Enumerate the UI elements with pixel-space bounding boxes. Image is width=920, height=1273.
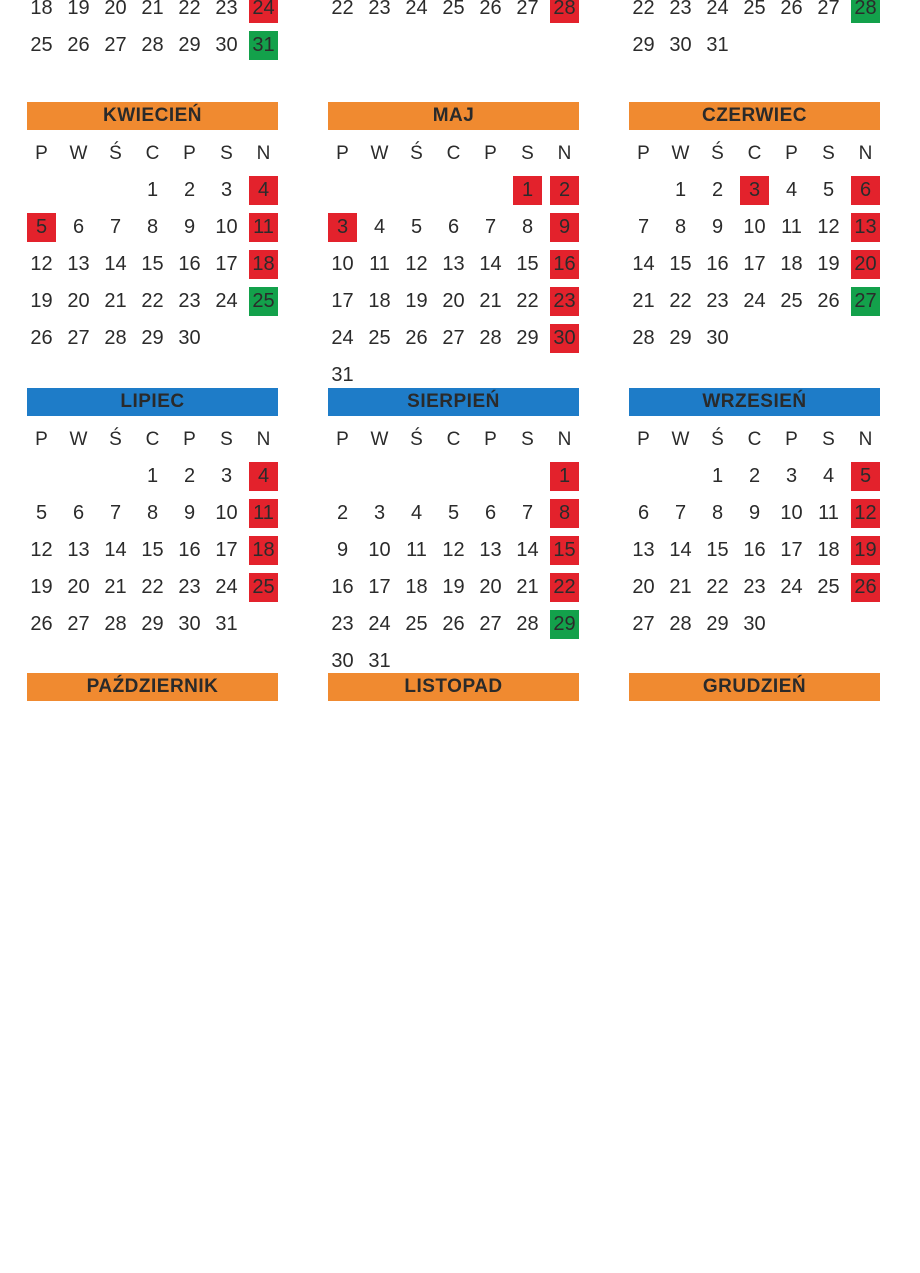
month-header: LIPIEC (27, 388, 278, 416)
holiday-day: 22 (550, 573, 579, 602)
holiday-day: 3 (740, 176, 769, 205)
weekday-label: N (256, 429, 271, 450)
day-cell: 26 (817, 290, 840, 312)
day-cell: 20 (67, 576, 90, 598)
day-cell: 30 (706, 327, 729, 349)
day-cell: 26 (479, 0, 502, 19)
weekday-label: W (370, 143, 389, 164)
day-cell: 22 (669, 290, 692, 312)
holiday-day: 30 (550, 324, 579, 353)
day-cell: 23 (743, 576, 766, 598)
day-cell: 30 (669, 34, 692, 56)
day-cell: 17 (215, 539, 238, 561)
empty-day-cell (513, 462, 542, 491)
holiday-day: 11 (249, 499, 278, 528)
weekday-label: P (336, 429, 349, 450)
day-cell: 30 (331, 650, 354, 672)
day-cell: 29 (178, 34, 201, 56)
holiday-day: 18 (249, 536, 278, 565)
day-cell: 15 (141, 539, 164, 561)
day-cell: 27 (442, 327, 465, 349)
day-cell: 3 (220, 465, 233, 487)
month-header: CZERWIEC (629, 102, 880, 130)
weekday-label: P (484, 143, 497, 164)
weekday-label: P (785, 143, 798, 164)
day-cell: 6 (72, 216, 85, 238)
weekday-label: P (35, 429, 48, 450)
weekday-label: C (747, 143, 762, 164)
day-cell: 29 (669, 327, 692, 349)
day-cell: 19 (30, 290, 53, 312)
weekday-label: C (446, 429, 461, 450)
empty-day-cell (402, 176, 431, 205)
day-cell: 8 (674, 216, 687, 238)
day-cell: 16 (178, 253, 201, 275)
day-cell: 1 (674, 179, 687, 201)
day-cell: 21 (479, 290, 502, 312)
day-cell: 4 (822, 465, 835, 487)
day-cell: 13 (479, 539, 502, 561)
day-cell: 29 (141, 613, 164, 635)
empty-day-cell (439, 462, 468, 491)
day-cell: 28 (104, 327, 127, 349)
day-cell: 5 (35, 502, 48, 524)
day-cell: 2 (748, 465, 761, 487)
empty-day-cell (402, 462, 431, 491)
weekday-label: W (671, 429, 690, 450)
weekday-label: S (521, 429, 534, 450)
weekday-label: P (785, 429, 798, 450)
empty-day-cell (476, 462, 505, 491)
day-cell: 11 (406, 539, 427, 561)
day-cell: 22 (141, 290, 164, 312)
month-header: WRZESIEŃ (629, 388, 880, 416)
day-cell: 19 (67, 0, 90, 19)
day-cell: 28 (104, 613, 127, 635)
day-cell: 15 (706, 539, 729, 561)
day-cell: 10 (215, 502, 238, 524)
day-cell: 19 (405, 290, 428, 312)
empty-day-cell (101, 462, 130, 491)
weekday-label: C (145, 143, 160, 164)
weekday-label: W (69, 429, 88, 450)
day-cell: 27 (632, 613, 655, 635)
day-cell: 22 (706, 576, 729, 598)
day-cell: 30 (743, 613, 766, 635)
weekday-label: W (671, 143, 690, 164)
day-cell: 7 (109, 216, 122, 238)
day-cell: 23 (178, 290, 201, 312)
weekday-label: S (822, 429, 835, 450)
weekday-label: W (370, 429, 389, 450)
weekday-label: P (35, 143, 48, 164)
day-cell: 7 (521, 502, 534, 524)
day-cell: 26 (442, 613, 465, 635)
day-cell: 19 (30, 576, 53, 598)
day-cell: 2 (183, 179, 196, 201)
weekday-label: C (446, 143, 461, 164)
day-cell: 3 (220, 179, 233, 201)
day-cell: 5 (410, 216, 423, 238)
holiday-day: 1 (550, 462, 579, 491)
day-cell: 25 (817, 576, 840, 598)
day-cell: 16 (706, 253, 729, 275)
weekday-label: P (637, 143, 650, 164)
holiday-day: 16 (550, 250, 579, 279)
day-cell: 11 (369, 253, 390, 275)
weekday-label: Ś (711, 143, 724, 164)
day-cell: 21 (669, 576, 692, 598)
day-cell: 19 (442, 576, 465, 598)
weekday-label: W (69, 143, 88, 164)
day-cell: 27 (817, 0, 840, 19)
weekday-label: N (858, 143, 873, 164)
day-cell: 12 (405, 253, 428, 275)
holiday-day: 5 (851, 462, 880, 491)
day-cell: 20 (632, 576, 655, 598)
holiday-day: 6 (851, 176, 880, 205)
day-cell: 21 (104, 290, 127, 312)
day-cell: 9 (183, 216, 196, 238)
day-cell: 25 (368, 327, 391, 349)
day-cell: 10 (215, 216, 238, 238)
day-cell: 14 (104, 539, 127, 561)
day-cell: 16 (743, 539, 766, 561)
month-grid (328, 0, 579, 23)
day-cell: 28 (479, 327, 502, 349)
weekday-label: N (557, 143, 572, 164)
month-block (629, 673, 882, 1273)
weekday-label: S (220, 429, 233, 450)
day-cell: 29 (141, 327, 164, 349)
day-cell: 24 (405, 0, 428, 19)
day-cell: 4 (410, 502, 423, 524)
day-cell: 17 (780, 539, 803, 561)
weekday-label: P (484, 429, 497, 450)
day-cell: 28 (516, 613, 539, 635)
weekday-label: P (183, 429, 196, 450)
day-cell: 20 (442, 290, 465, 312)
holiday-day: 11 (249, 213, 278, 242)
day-cell: 18 (817, 539, 840, 561)
day-cell: 4 (785, 179, 798, 201)
holiday-day: 3 (328, 213, 357, 242)
empty-day-cell (629, 176, 658, 205)
holiday-day: 18 (249, 250, 278, 279)
day-cell: 28 (632, 327, 655, 349)
holiday-day: 5 (27, 213, 56, 242)
day-cell: 22 (331, 0, 354, 19)
weekday-label: S (822, 143, 835, 164)
weekday-label: P (336, 143, 349, 164)
day-cell: 7 (674, 502, 687, 524)
holiday-day: 4 (249, 176, 278, 205)
day-cell: 18 (405, 576, 428, 598)
day-cell: 15 (669, 253, 692, 275)
day-cell: 10 (743, 216, 766, 238)
day-cell: 18 (30, 0, 53, 19)
day-cell: 2 (183, 465, 196, 487)
month-grid (629, 425, 880, 639)
day-cell: 10 (368, 539, 391, 561)
day-cell: 16 (178, 539, 201, 561)
holiday-day: 9 (550, 213, 579, 242)
day-cell: 24 (743, 290, 766, 312)
day-cell: 2 (336, 502, 349, 524)
month-header: LISTOPAD (328, 673, 579, 701)
weekday-label: Ś (711, 429, 724, 450)
day-cell: 26 (67, 34, 90, 56)
holiday-day: 19 (851, 536, 880, 565)
day-cell: 17 (743, 253, 766, 275)
day-cell: 13 (67, 253, 90, 275)
day-cell: 23 (368, 0, 391, 19)
weekday-label: P (183, 143, 196, 164)
day-cell: 13 (442, 253, 465, 275)
day-cell: 24 (215, 290, 238, 312)
month-block (328, 673, 581, 1273)
holiday-day: 12 (851, 499, 880, 528)
day-cell: 17 (331, 290, 354, 312)
day-cell: 15 (516, 253, 539, 275)
holiday-day: 4 (249, 462, 278, 491)
month-header: GRUDZIEŃ (629, 673, 880, 701)
empty-day-cell (629, 462, 658, 491)
holiday-day: 26 (851, 573, 880, 602)
holiday-day: 23 (550, 287, 579, 316)
month-header: KWIECIEŃ (27, 102, 278, 130)
day-cell: 16 (331, 576, 354, 598)
empty-day-cell (666, 462, 695, 491)
day-cell: 12 (817, 216, 840, 238)
day-cell: 23 (669, 0, 692, 19)
day-cell: 17 (368, 576, 391, 598)
day-cell: 22 (516, 290, 539, 312)
special-day: 27 (851, 287, 880, 316)
day-cell: 26 (780, 0, 803, 19)
day-cell: 28 (669, 613, 692, 635)
day-cell: 6 (637, 502, 650, 524)
month-grid (328, 425, 579, 676)
day-cell: 27 (516, 0, 539, 19)
day-cell: 24 (368, 613, 391, 635)
day-cell: 21 (632, 290, 655, 312)
day-cell: 8 (146, 502, 159, 524)
day-cell: 26 (405, 327, 428, 349)
day-cell: 20 (67, 290, 90, 312)
day-cell: 17 (215, 253, 238, 275)
day-cell: 23 (178, 576, 201, 598)
day-cell: 14 (479, 253, 502, 275)
day-cell: 29 (516, 327, 539, 349)
weekday-label: Ś (109, 143, 122, 164)
empty-day-cell (328, 176, 357, 205)
day-cell: 20 (479, 576, 502, 598)
day-cell: 21 (516, 576, 539, 598)
day-cell: 9 (711, 216, 724, 238)
day-cell: 23 (215, 0, 238, 19)
day-cell: 19 (817, 253, 840, 275)
day-cell: 5 (447, 502, 460, 524)
weekday-label: N (557, 429, 572, 450)
day-cell: 12 (30, 539, 53, 561)
empty-day-cell (365, 462, 394, 491)
day-cell: 21 (104, 576, 127, 598)
day-cell: 9 (336, 539, 349, 561)
day-cell: 22 (632, 0, 655, 19)
weekday-label: Ś (410, 429, 423, 450)
holiday-day: 2 (550, 176, 579, 205)
weekday-label: Ś (109, 429, 122, 450)
day-cell: 13 (67, 539, 90, 561)
day-cell: 10 (331, 253, 354, 275)
holiday-day: 13 (851, 213, 880, 242)
day-cell: 24 (780, 576, 803, 598)
weekday-label: N (858, 429, 873, 450)
day-cell: 29 (632, 34, 655, 56)
day-cell: 3 (373, 502, 386, 524)
month-grid (27, 425, 278, 639)
month-grid (629, 0, 880, 60)
day-cell: 18 (368, 290, 391, 312)
day-cell: 25 (442, 0, 465, 19)
day-cell: 7 (484, 216, 497, 238)
holiday-day: 15 (550, 536, 579, 565)
day-cell: 7 (109, 502, 122, 524)
day-cell: 2 (711, 179, 724, 201)
holiday-day: 20 (851, 250, 880, 279)
day-cell: 25 (780, 290, 803, 312)
day-cell: 25 (30, 34, 53, 56)
day-cell: 15 (141, 253, 164, 275)
day-cell: 31 (368, 650, 391, 672)
day-cell: 30 (215, 34, 238, 56)
day-cell: 11 (818, 502, 839, 524)
empty-day-cell (64, 176, 93, 205)
day-cell: 10 (780, 502, 803, 524)
day-cell: 26 (30, 327, 53, 349)
day-cell: 9 (183, 502, 196, 524)
day-cell: 27 (104, 34, 127, 56)
holiday-day: 8 (550, 499, 579, 528)
day-cell: 27 (67, 613, 90, 635)
day-cell: 31 (706, 34, 729, 56)
day-cell: 6 (484, 502, 497, 524)
empty-day-cell (476, 176, 505, 205)
empty-day-cell (101, 176, 130, 205)
day-cell: 27 (67, 327, 90, 349)
day-cell: 1 (146, 465, 159, 487)
day-cell: 21 (141, 0, 164, 19)
holiday-day: 24 (249, 0, 278, 23)
day-cell: 25 (743, 0, 766, 19)
empty-day-cell (328, 462, 357, 491)
month-header: SIERPIEŃ (328, 388, 579, 416)
special-day: 31 (249, 31, 278, 60)
day-cell: 23 (331, 613, 354, 635)
month-grid (629, 139, 880, 353)
day-cell: 8 (146, 216, 159, 238)
special-day: 29 (550, 610, 579, 639)
day-cell: 3 (785, 465, 798, 487)
weekday-label: S (220, 143, 233, 164)
day-cell: 14 (516, 539, 539, 561)
day-cell: 8 (711, 502, 724, 524)
empty-day-cell (27, 176, 56, 205)
day-cell: 30 (178, 613, 201, 635)
day-cell: 12 (442, 539, 465, 561)
empty-day-cell (64, 462, 93, 491)
day-cell: 23 (706, 290, 729, 312)
day-cell: 12 (30, 253, 53, 275)
day-cell: 14 (104, 253, 127, 275)
day-cell: 4 (373, 216, 386, 238)
empty-day-cell (365, 176, 394, 205)
month-grid (27, 0, 278, 60)
holiday-day: 1 (513, 176, 542, 205)
day-cell: 1 (711, 465, 724, 487)
day-cell: 24 (215, 576, 238, 598)
day-cell: 14 (632, 253, 655, 275)
weekday-label: C (747, 429, 762, 450)
day-cell: 24 (706, 0, 729, 19)
day-cell: 20 (104, 0, 127, 19)
weekday-label: S (521, 143, 534, 164)
day-cell: 11 (781, 216, 802, 238)
day-cell: 18 (780, 253, 803, 275)
day-cell: 22 (178, 0, 201, 19)
weekday-label: C (145, 429, 160, 450)
day-cell: 29 (706, 613, 729, 635)
day-cell: 26 (30, 613, 53, 635)
day-cell: 9 (748, 502, 761, 524)
day-cell: 30 (178, 327, 201, 349)
day-cell: 1 (146, 179, 159, 201)
weekday-label: Ś (410, 143, 423, 164)
month-grid (27, 139, 278, 353)
day-cell: 25 (405, 613, 428, 635)
month-header: MAJ (328, 102, 579, 130)
holiday-day: 28 (550, 0, 579, 23)
day-cell: 31 (331, 364, 354, 386)
day-cell: 22 (141, 576, 164, 598)
day-cell: 31 (215, 613, 238, 635)
day-cell: 13 (632, 539, 655, 561)
month-header: PAŹDZIERNIK (27, 673, 278, 701)
weekday-label: P (637, 429, 650, 450)
day-cell: 5 (822, 179, 835, 201)
day-cell: 14 (669, 539, 692, 561)
empty-day-cell (27, 462, 56, 491)
day-cell: 7 (637, 216, 650, 238)
weekday-label: N (256, 143, 271, 164)
special-day: 25 (249, 287, 278, 316)
day-cell: 24 (331, 327, 354, 349)
day-cell: 6 (72, 502, 85, 524)
empty-day-cell (439, 176, 468, 205)
month-block (27, 673, 280, 1273)
holiday-day: 25 (249, 573, 278, 602)
day-cell: 28 (141, 34, 164, 56)
day-cell: 6 (447, 216, 460, 238)
day-cell: 27 (479, 613, 502, 635)
month-grid (328, 139, 579, 390)
special-day: 28 (851, 0, 880, 23)
day-cell: 8 (521, 216, 534, 238)
